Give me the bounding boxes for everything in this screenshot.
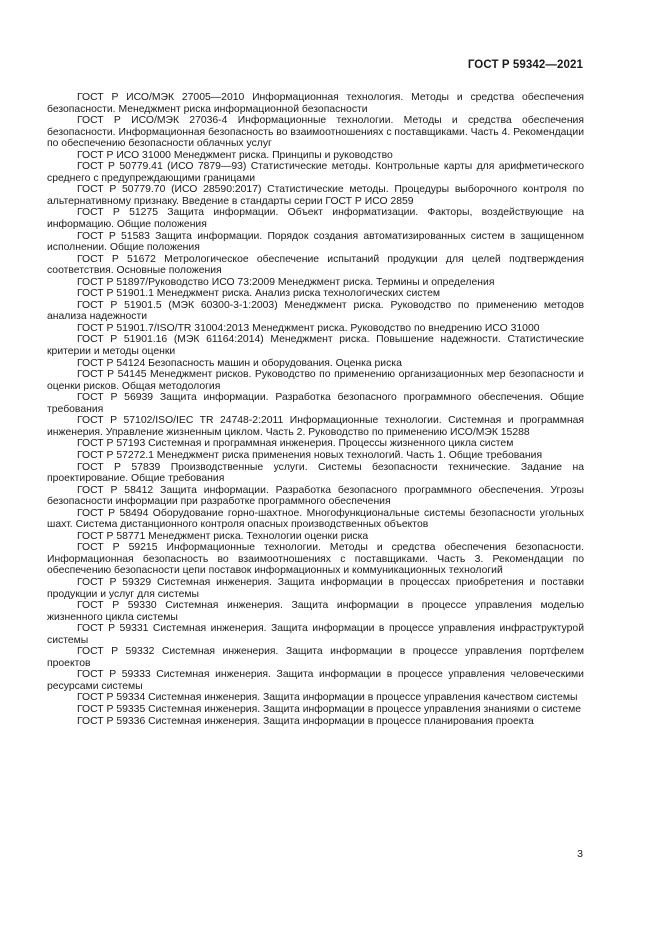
reference-entry: ГОСТ Р 51901.16 (МЭК 61164:2014) Менеджмент риска. Повышение надежности. Статистические критерии и методы оценки [47, 334, 584, 358]
reference-entry: ГОСТ Р 57839 Производственные услуги. Системы безопасности технические. Задание на проектирование. Общие требования [47, 461, 584, 485]
reference-entry: ГОСТ Р 59333 Системная инженерия. Защита информации в процессе управления человеческими ресурсами системы [47, 669, 584, 692]
reference-entry: ГОСТ Р 59335 Системная инженерия. Защита информации в процессе управления знаниями о системе [77, 703, 582, 715]
reference-entry: ГОСТ Р 58494 Оборудование горно-шахтное. Многофункциональные системы безопасности угольных шахт. Система дистанционного контроля опасных производственных объектов [47, 507, 584, 531]
reference-list [47, 92, 584, 727]
reference-entry: ГОСТ Р 57272.1 Менеджмент риска применения новых технологий. Часть 1. Общие требования [77, 449, 543, 461]
reference-entry: ГОСТ Р ИСО 31000 Менеджмент риска. Принципы и руководство [77, 149, 393, 161]
reference-entry: ГОСТ Р 50779.70 (ИСО 28590:2017) Статистические методы. Процедуры выборочного контроля по альтернативному признаку. Введение в стандарты серии ГОСТ Р ИСО 2859 [47, 184, 584, 207]
reference-entry: ГОСТ Р ИСО/МЭК 27005—2010 Информационная технология. Методы и средства обеспечения безопасности. Менеджмент риска информационной безопасности [47, 92, 584, 115]
reference-entry: ГОСТ Р ИСО/МЭК 27036-4 Информационные технологии. Методы и средства обеспечения безопасности. Информационная безопасность во взаимоотношениях с поставщиками. Часть 4. Рекомендации по обеспечению безопасности облачных услуг [47, 115, 584, 150]
reference-entry: ГОСТ Р 51897/Руководство ИСО 73:2009 Менеджмент риска. Термины и определения [77, 276, 495, 288]
reference-entry: ГОСТ Р 58771 Менеджмент риска. Технологии оценки риска [77, 530, 369, 542]
reference-entry: ГОСТ Р 59332 Системная инженерия. Защита информации в процессе управления портфелем проектов [47, 646, 584, 669]
reference-entry: ГОСТ Р 57102/ISO/IEC TR 24748-2:2011 Информационные технологии. Системная и программная инженерия. Управление жизненным циклом. Часть 2. Руководство по применению ИСО/МЭК 15288 [47, 415, 584, 438]
reference-entry: ГОСТ Р 59336 Системная инженерия. Защита информации в процессе планирования проекта [77, 715, 534, 727]
reference-entry: ГОСТ Р 51901.7/ISO/TR 31004:2013 Менеджмент риска. Руководство по внедрению ИСО 31000 [77, 322, 540, 334]
reference-entry: ГОСТ Р 58412 Защита информации. Разработка безопасного программного обеспечения. Угрозы безопасности информации при разработке программного обеспечения [47, 484, 584, 508]
reference-entry: ГОСТ Р 51901.5 (МЭК 60300-3-1:2003) Менеджмент риска. Руководство по применению методов анализа надежности [47, 299, 584, 323]
reference-entry: ГОСТ Р 59329 Системная инженерия. Защита информации в процессах приобретения и поставки продукции и услуг для системы [47, 576, 584, 600]
reference-entry: ГОСТ Р 51275 Защита информации. Объект информатизации. Факторы, воздействующие на информацию. Общие положения [47, 207, 584, 231]
reference-entry: ГОСТ Р 51672 Метрологическое обеспечение испытаний продукции для целей подтверждения соответствия. Основные положения [47, 253, 584, 277]
reference-entry: ГОСТ Р 59215 Информационные технологии. Методы и средства обеспечения безопасности. Информационная безопасность во взаимоотношениях с поставщиками. Часть 3. Рекомендации по обеспечению безопасности цепи поставок информационных и коммуникационных технологий [47, 542, 584, 577]
reference-entry: ГОСТ Р 59330 Системная инженерия. Защита информации в процессе управления моделью жизненного цикла системы [47, 600, 584, 623]
reference-entry: ГОСТ Р 50779.41 (ИСО 7879—93) Статистические методы. Контрольные карты для арифметического среднего с предупреждающими границами [47, 161, 584, 184]
reference-entry: ГОСТ Р 54145 Менеджмент рисков. Руководство по применению организационных мер безопасности и оценки рисков. Общая методология [47, 369, 584, 392]
reference-entry: ГОСТ Р 56939 Защита информации. Разработка безопасного программного обеспечения. Общие требования [47, 392, 584, 415]
reference-entry: ГОСТ Р 51901.1 Менеджмент риска. Анализ риска технологических систем [77, 288, 441, 300]
reference-entry: ГОСТ Р 59334 Системная инженерия. Защита информации в процессе управления качеством системы [77, 692, 578, 704]
document-code-header: ГОСТ Р 59342—2021 [467, 59, 583, 71]
reference-entry: ГОСТ Р 57193 Системная и программная инженерия. Процессы жизненного цикла систем [77, 438, 514, 450]
reference-entry: ГОСТ Р 54124 Безопасность машин и оборудования. Оценка риска [77, 357, 402, 369]
reference-entry: ГОСТ Р 51583 Защита информации. Порядок создания автоматизированных систем в защищенном исполнении. Общие положения [47, 230, 584, 254]
page-number: 3 [577, 848, 583, 860]
reference-entry: ГОСТ Р 59331 Системная инженерия. Защита информации в процессе управления инфраструктурой системы [47, 623, 584, 646]
